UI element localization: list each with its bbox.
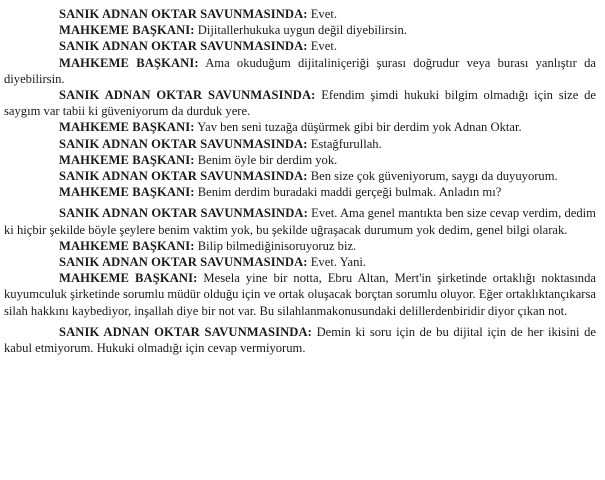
- court-transcript: [4, 6, 596, 356]
- statement-text: Demin ki soru için de bu dijital için de her ikisini de kabul etmiyorum. Hukuki olmadığı için cevap vermiyorum.: [4, 324, 596, 356]
- transcript-paragraph: [4, 55, 596, 87]
- statement-text: Benim derdim buradaki maddi gerçeği bulmak. Anladın mı?: [194, 185, 502, 200]
- transcript-paragraph: [4, 38, 596, 54]
- speaker-label: MAHKEME BAŞKANI:: [59, 55, 199, 70]
- statement-text: Evet. Ama genel mantıkta ben size cevap verdim, dedim ki hiçbir şekilde böyle şeylere benim vaktim yok, bu şekilde uğraşacak durumum yok dedim, genel bilgi olarak.: [4, 206, 596, 237]
- speaker-label: SANIK ADNAN OKTAR SAVUNMASINDA:: [59, 255, 308, 270]
- transcript-paragraph: [4, 6, 596, 22]
- transcript-paragraph: [4, 205, 596, 237]
- speaker-label: MAHKEME BAŞKANI:: [59, 152, 195, 167]
- transcript-paragraph: [4, 136, 596, 152]
- transcript-paragraph: [4, 87, 596, 119]
- speaker-label: MAHKEME BAŞKANI:: [59, 185, 195, 200]
- transcript-paragraph: [4, 254, 596, 270]
- statement-text: Mesela yine bir notta, Ebru Altan, Mert'in şirketinde ortaklığı noktasında kuyumculuk şirketinde sorumlu müdür olduğu için ve ortak oluşacak borçtan sorumlu oluyor. Eğer ortaklıktançıkarsa silah hakkını kaybediyor, inşallah diye bir not var. Bu silahlanmakonusundaki delillerdenbiridir diyor çıkan not.: [4, 271, 596, 318]
- speaker-label: SANIK ADNAN OKTAR SAVUNMASINDA:: [59, 169, 308, 184]
- speaker-label: SANIK ADNAN OKTAR SAVUNMASINDA:: [59, 324, 312, 339]
- speaker-label: SANIK ADNAN OKTAR SAVUNMASINDA:: [59, 206, 308, 221]
- statement-text: Ben size çok güveniyorum, saygı da duyuyorum.: [307, 169, 558, 184]
- speaker-label: SANIK ADNAN OKTAR SAVUNMASINDA:: [59, 88, 316, 103]
- transcript-paragraph: [4, 238, 596, 254]
- statement-text: Evet.: [307, 39, 337, 54]
- speaker-label: SANIK ADNAN OKTAR SAVUNMASINDA:: [59, 7, 308, 21]
- transcript-paragraph: [4, 324, 596, 356]
- statement-text: Estağfurullah.: [307, 136, 382, 151]
- speaker-label: SANIK ADNAN OKTAR SAVUNMASINDA:: [59, 39, 308, 54]
- speaker-label: MAHKEME BAŞKANI:: [59, 120, 195, 135]
- speaker-label: MAHKEME BAŞKANI:: [59, 271, 198, 286]
- statement-text: Dijitallerhukuka uygun değil diyebilirsin.: [194, 23, 407, 38]
- transcript-paragraph: [4, 22, 596, 38]
- speaker-label: MAHKEME BAŞKANI:: [59, 238, 195, 253]
- transcript-paragraph: [4, 270, 596, 319]
- transcript-paragraph: [4, 184, 596, 200]
- speaker-label: MAHKEME BAŞKANI:: [59, 23, 195, 38]
- statement-text: Ama okuduğum dijitaliniçeriği şurası doğrudur veya burası yanlıştır da diyebilirsin.: [4, 55, 596, 86]
- statement-text: Evet. Yani.: [307, 255, 367, 270]
- transcript-paragraph: [4, 119, 596, 135]
- transcript-paragraph: [4, 168, 596, 184]
- transcript-paragraph: [4, 152, 596, 168]
- statement-text: Evet.: [307, 7, 337, 21]
- statement-text: Efendim şimdi hukuki bilgim olmadığı için size de saygım var tabii ki güveniyorum da durduk yere.: [4, 88, 596, 119]
- statement-text: Bilip bilmediğinisoruyoruz biz.: [194, 238, 357, 253]
- speaker-label: SANIK ADNAN OKTAR SAVUNMASINDA:: [59, 136, 308, 151]
- statement-text: Benim öyle bir derdim yok.: [194, 152, 338, 167]
- statement-text: Yav ben seni tuzağa düşürmek gibi bir derdim yok Adnan Oktar.: [194, 120, 522, 135]
